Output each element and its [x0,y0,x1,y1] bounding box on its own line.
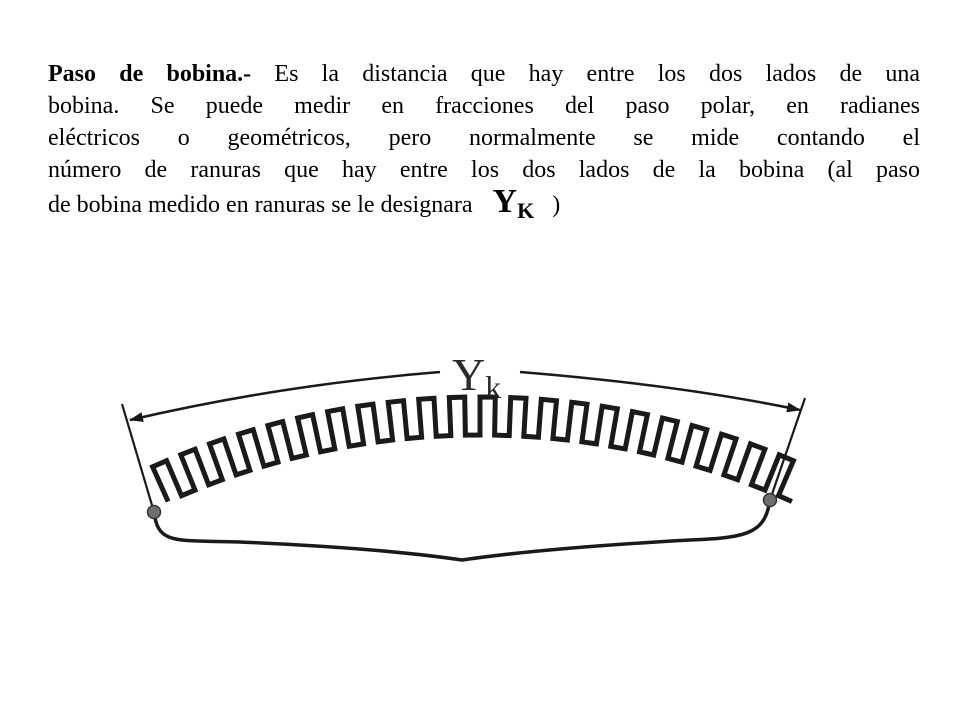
definition-line-1-text: Es la distancia que hay entre los dos lados de una [251,61,921,87]
closing-parenthesis: ) [552,192,561,218]
extension-line-right [770,398,805,500]
coil-side-marker-left [148,506,161,519]
armature-slot-outline [153,397,794,502]
extension-line-left [122,404,154,512]
definition-term: Paso de bobina.- [48,61,252,87]
dimension-label-main: Y [452,349,486,400]
coil-side-marker-right [764,494,777,507]
definition-line-2: bobina. Se puede medir en fracciones del paso polar, en radianes [48,93,920,119]
dimension-arc-left [130,372,440,420]
definition-line-5-text: de bobina medido en ranuras se le designara [48,192,473,218]
coil-pitch-symbol-subscript: K [517,198,535,223]
definition-line-3: eléctricos o geométricos, pero normalmente se mide contando el [48,125,920,151]
dimension-arc-right [520,372,800,410]
coil-pitch-symbol: Y [492,183,518,220]
coil-end-connection [154,500,770,560]
definition-line-4: número de ranuras que hay entre los dos lados de la bobina (al paso [48,157,920,183]
dimension-label-subscript: k [485,369,502,405]
